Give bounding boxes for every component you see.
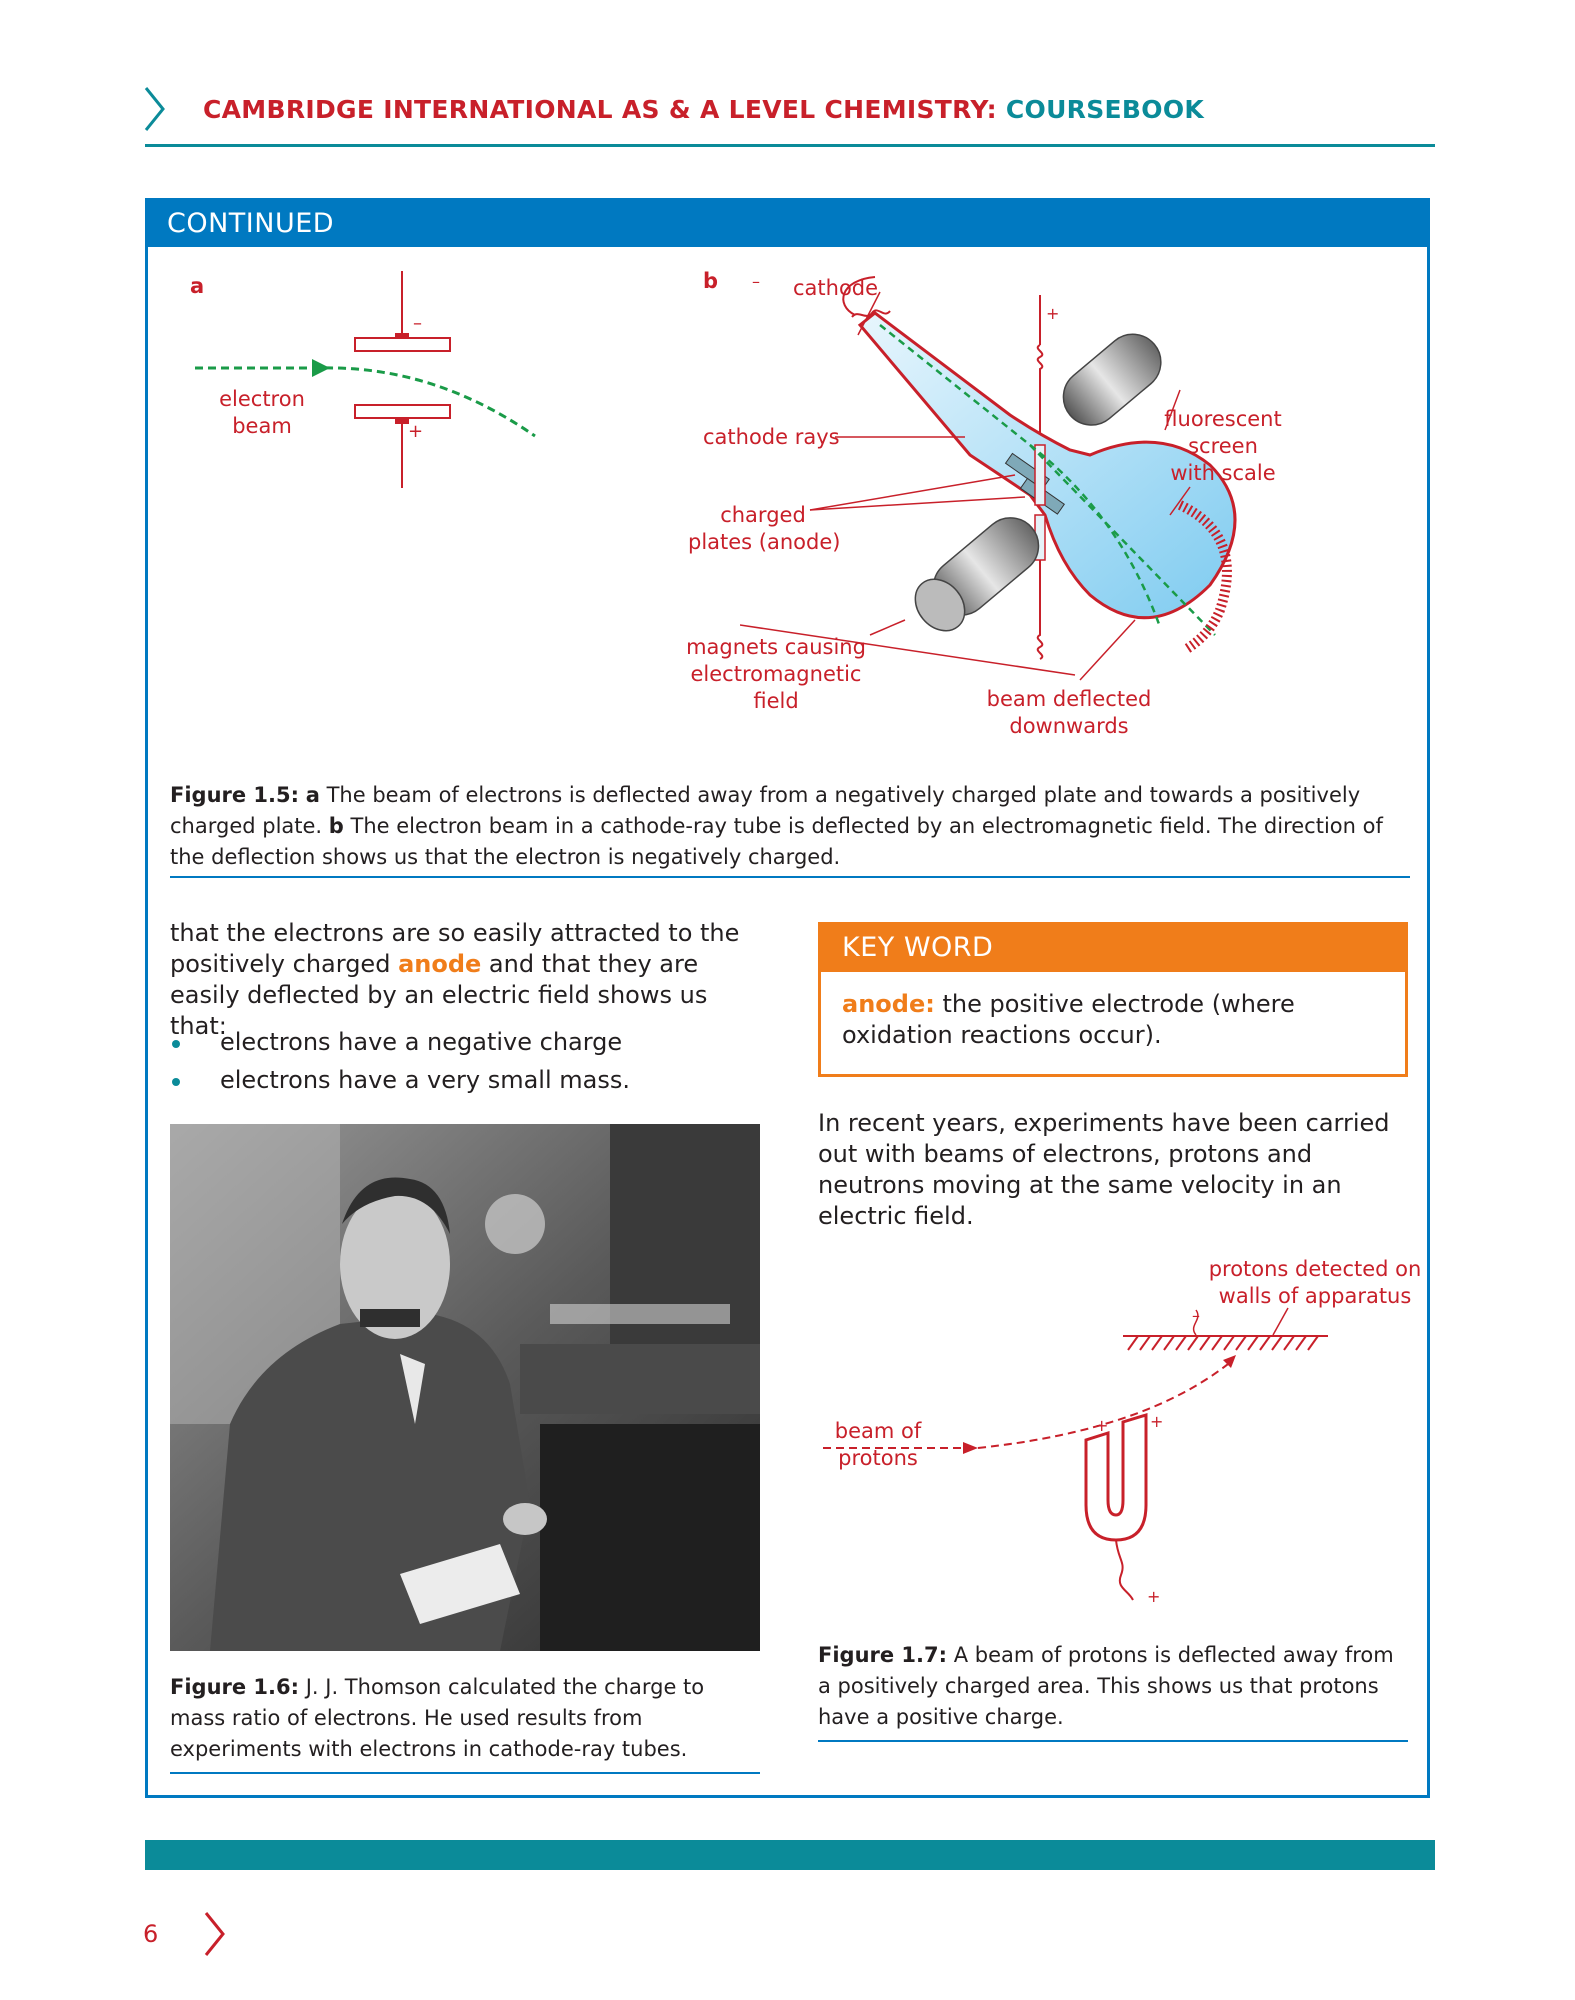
- caption-a: a: [305, 783, 320, 807]
- figure-a-minus-sign: –: [413, 313, 422, 334]
- charged-plates-line2: plates (anode): [688, 530, 841, 554]
- key-word-title: KEY WORD: [842, 932, 994, 963]
- beam-deflected-line1: beam deflected: [986, 687, 1152, 711]
- figure-1-6-caption: [170, 1672, 760, 1765]
- figure-a-plus-sign: +: [408, 421, 424, 442]
- cathode-label: cathode: [793, 276, 879, 300]
- magnets-line1: magnets causing: [686, 635, 866, 659]
- fluorescent-line2: screen: [1188, 434, 1258, 458]
- figure-a-letter: a: [190, 274, 205, 298]
- caption-text-1: The beam of electrons is deflected away from a negatively charged plate and towards a positively charged plate.: [170, 783, 1361, 838]
- charged-plates-line1: charged: [720, 503, 806, 527]
- fig7-caption-label: Figure 1.7:: [818, 1643, 948, 1667]
- beam-of-line1: beam of: [834, 1419, 922, 1443]
- key-word-header: [818, 922, 1408, 972]
- header-rule: [145, 144, 1435, 147]
- electron-label-line2: beam: [232, 414, 292, 438]
- key-word-definition: [842, 989, 1387, 1051]
- page-number: 6: [143, 1920, 159, 1948]
- figure-1-5a-diagram: [180, 268, 550, 493]
- protons-detected-line1: protons detected on: [1208, 1257, 1422, 1281]
- para-keyword-anode: anode: [398, 950, 482, 978]
- fluorescent-line1: fluorescent: [1164, 407, 1282, 431]
- left-paragraph: [170, 918, 760, 1042]
- caption-rule: [170, 876, 1410, 878]
- chevron-right-icon: [202, 1910, 228, 1958]
- caption-b: b: [328, 814, 344, 838]
- electron-label-line1: electron: [219, 387, 305, 411]
- magnet-plus-sign-left: +: [1095, 1416, 1109, 1435]
- continued-label: CONTINUED: [167, 208, 335, 239]
- electron-beam-label: [212, 386, 312, 440]
- charged-plates-label: [688, 502, 841, 556]
- key-word-term: anode:: [842, 990, 935, 1018]
- bullet-dot-icon: [172, 1040, 180, 1048]
- book-subtitle: COURSEBOOK: [1005, 95, 1205, 124]
- fig6-caption-text: J. J. Thomson calculated the charge to mass ratio of electrons. He used results from experiments with electrons in cathode-ray tubes.: [170, 1675, 705, 1761]
- footer-bar: [145, 1840, 1435, 1870]
- beam-of-protons-label: [828, 1418, 928, 1472]
- protons-detected-label: [1195, 1256, 1435, 1310]
- magnet-plus-sign-right: +: [1150, 1412, 1164, 1431]
- running-header: [203, 95, 1204, 124]
- fig7-caption-text: A beam of protons is deflected away from a positively charged area. This shows us that protons have a positive charge.: [818, 1643, 1394, 1729]
- bullet-dot-icon: [172, 1078, 180, 1086]
- continued-box-header: [145, 198, 1430, 247]
- figure-b-letter: b: [703, 269, 719, 293]
- right-paragraph: In recent years, experiments have been carried out with beams of electrons, protons and neutrons moving at the same velocity in an electric field.: [818, 1109, 1390, 1230]
- fig6-caption-rule: [170, 1772, 760, 1774]
- beam-deflected-label: [984, 686, 1154, 740]
- protons-detected-line2: walls of apparatus: [1218, 1284, 1412, 1308]
- beam-of-line2: protons: [838, 1446, 918, 1470]
- para-text-1: that the electrons are so easily attracted to the positively charged: [170, 919, 740, 978]
- thomson-photo-image: [170, 1124, 760, 1651]
- book-title: CAMBRIDGE INTERNATIONAL AS & A LEVEL CHEMISTRY:: [203, 95, 1006, 124]
- caption-text-2: The electron beam in a cathode-ray tube is deflected by an electromagnetic field. The direction of the deflection shows us that the electron is negatively charged.: [170, 814, 1383, 869]
- fluorescent-screen-label: [1158, 406, 1288, 487]
- para-text-2: and that they are easily deflected by an electric field shows us that:: [170, 950, 708, 1040]
- bullet-item-1: electrons have a negative charge: [220, 1028, 623, 1056]
- cathode-minus-sign: –: [752, 272, 760, 291]
- magnets-line2: electromagnetic: [690, 662, 862, 686]
- fig7-caption-rule: [818, 1740, 1408, 1742]
- wall-minus-sign: –: [1192, 1306, 1200, 1325]
- caption-label: Figure 1.5:: [170, 783, 300, 807]
- fluorescent-line3: with scale: [1170, 461, 1276, 485]
- magnets-label: [686, 634, 866, 715]
- cathode-rays-label: cathode rays: [703, 425, 840, 449]
- plate-plus-sign: +: [1046, 304, 1060, 323]
- thomson-photo: [170, 1124, 760, 1651]
- chevron-right-icon: [142, 85, 168, 133]
- key-word-definition-text: the positive electrode (where oxidation reactions occur).: [842, 990, 1295, 1049]
- wire-plus-sign: +: [1147, 1587, 1161, 1606]
- figure-1-7-caption: [818, 1640, 1408, 1733]
- beam-deflected-line2: downwards: [1009, 714, 1129, 738]
- bullet-item-2: electrons have a very small mass.: [220, 1066, 630, 1094]
- fig6-caption-label: Figure 1.6:: [170, 1675, 300, 1699]
- figure-1-5-caption: [170, 780, 1410, 873]
- magnets-line3: field: [753, 689, 799, 713]
